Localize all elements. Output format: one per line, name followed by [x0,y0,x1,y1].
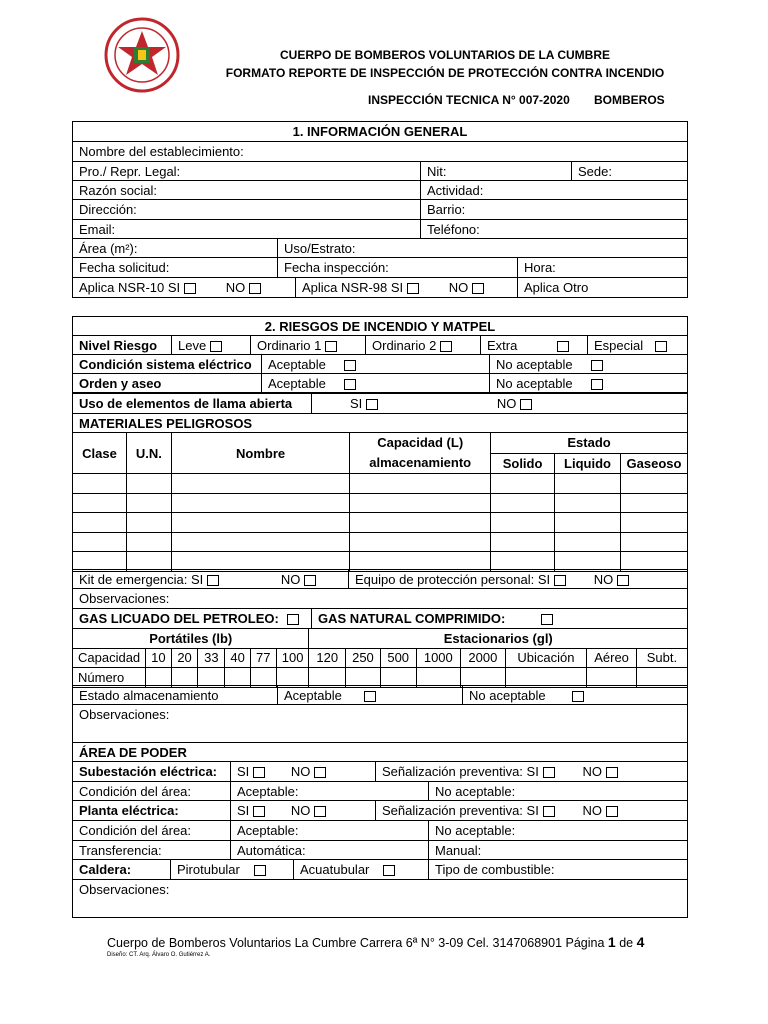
generator-no-label: NO [290,803,311,818]
risk-especial-checkbox[interactable] [655,341,667,352]
field-activity[interactable]: Actividad: [420,180,688,200]
storage-not-acceptable [462,685,688,705]
generator-signage-label: Señalización preventiva: SI [382,803,539,818]
boiler-firetube-label: Pirotubular [177,862,240,877]
nsr10-no-checkbox[interactable] [249,283,261,294]
gnc-checkbox[interactable] [541,614,553,625]
risk-extra [480,335,588,355]
storage-acceptable-label: Aceptable [284,688,342,703]
est-cap-250: 250 [346,648,381,668]
storage-not-acceptable-checkbox[interactable] [572,691,584,702]
power-observations[interactable]: Observaciones: [72,879,688,918]
transfer-automatic[interactable]: Automática: [230,840,429,860]
generator-no-checkbox[interactable] [314,806,326,817]
est-cap-500: 500 [380,648,416,668]
footer-design-credit: Diseño: CT. Arq. Álvaro O. Gutiérrez A. [107,952,211,958]
substation-label: Subestación eléctrica: [72,761,231,782]
substation-si-checkbox[interactable] [253,767,265,778]
col-un: U.N. [126,433,171,474]
glp-checkbox[interactable] [287,614,299,625]
generator-signage-no-checkbox[interactable] [606,806,618,817]
electrical-not-acceptable-checkbox[interactable] [591,360,603,371]
ppe-si-checkbox[interactable] [554,575,566,586]
kit-no-label: NO [280,572,301,587]
substation-no-label: NO [290,764,311,779]
gas-table [72,628,688,688]
section-1-title: 1. INFORMACIÓN GENERAL [72,121,688,142]
transfer-manual[interactable]: Manual: [428,840,688,860]
field-nit[interactable]: Nit: [420,161,572,181]
generator-signage-no-label: NO [582,803,602,818]
risk-ord1-checkbox[interactable] [325,341,337,352]
housekeeping-acceptable [261,373,490,393]
power-area-title: ÁREA DE PODER [72,742,688,762]
field-address[interactable]: Dirección: [72,199,421,220]
risk-ordinario-1 [250,335,366,355]
field-inspection-date[interactable]: Fecha inspección: [277,257,518,278]
footer-page-number: 1 [607,934,616,950]
generator-acceptable[interactable]: Aceptable: [230,820,429,841]
field-area[interactable]: Área (m²): [72,238,278,258]
risk-ordinario-2 [365,335,481,355]
unit-label: BOMBEROS [594,93,665,107]
substation-options [230,761,376,782]
fuel-type-field[interactable]: Tipo de combustible: [428,859,688,880]
field-time[interactable]: Hora: [517,257,688,278]
field-business-name[interactable]: Razón social: [72,180,421,200]
port-cap-33: 33 [198,648,225,668]
boiler-label: Caldera: [72,859,171,880]
housekeeping-label: Orden y aseo [72,373,262,393]
generator-si-checkbox[interactable] [253,806,265,817]
number-label: Número [73,668,146,688]
substation-signage [375,761,688,782]
substation-acceptable[interactable]: Aceptable: [230,781,429,801]
hazmat-title: MATERIALES PELIGROSOS [72,413,688,433]
housekeeping-acceptable-label: Aceptable [268,376,326,391]
ppe-label: Equipo de protección personal: SI [355,572,551,587]
col-nombre: Nombre [171,433,349,474]
col-estado: Estado [491,433,688,454]
risk-level-label: Nivel Riesgo [72,335,172,355]
port-cap-100: 100 [276,648,309,668]
field-other-code[interactable]: Aplica Otro [517,277,688,298]
risk-extra-checkbox[interactable] [557,341,569,352]
table-row[interactable] [73,493,688,513]
risk-especial-label: Especial [594,338,644,353]
electrical-acceptable-checkbox[interactable] [344,360,356,371]
housekeeping-not-acceptable-checkbox[interactable] [591,379,603,390]
nsr10-row [72,277,296,298]
generator-signage-si-checkbox[interactable] [543,806,555,817]
field-phone[interactable]: Teléfono: [420,219,688,239]
substation-signage-label: Señalización preventiva: SI [382,764,539,779]
open-flame-si-label: SI [350,396,363,411]
gas-observations[interactable]: Observaciones: [72,704,688,743]
port-cap-77: 77 [250,648,276,668]
underground-label: Subt. [636,648,687,668]
nsr10-no-label: NO [225,280,246,295]
field-email[interactable]: Email: [72,219,421,239]
hazmat-observations[interactable]: Observaciones: [72,588,688,609]
est-cap-1000: 1000 [416,648,461,668]
electrical-acceptable [261,354,490,374]
storage-acceptable-checkbox[interactable] [364,691,376,702]
nsr98-no-label: NO [448,280,469,295]
field-legal-rep[interactable]: Pro./ Repr. Legal: [72,161,421,181]
housekeeping-not-acceptable-label: No aceptable [496,376,573,391]
fire-department-logo [104,17,180,93]
generator-label: Planta eléctrica: [72,800,231,821]
kit-si-checkbox[interactable] [207,575,219,586]
generator-area-condition: Condición del área: [72,820,231,841]
storage-not-acceptable-label: No aceptable [469,688,546,703]
field-request-date[interactable]: Fecha solicitud: [72,257,278,278]
table-row[interactable] [73,474,688,494]
nsr98-label: Aplica NSR-98 SI [302,280,404,295]
generator-signage [375,800,688,821]
field-establishment-name[interactable]: Nombre del establecimiento: [72,141,688,162]
risk-especial [587,335,688,355]
open-flame-no-label: NO [496,396,517,411]
port-cap-10: 10 [146,648,171,668]
col-gaseoso: Gaseoso [620,453,687,474]
footer-address: Cuerpo de Bomberos Voluntarios La Cumbre Carrera 6ª N° 3-09 Cel. 3147068901 Página [107,936,605,950]
capacity-label: Capacidad [73,648,146,668]
open-flame-label: Uso de elementos de llama abierta [72,393,312,414]
transfer-label: Transferencia: [72,840,231,860]
field-sede[interactable]: Sede: [571,161,688,181]
open-flame-si-checkbox[interactable] [366,399,378,410]
risk-extra-label: Extra [487,338,518,353]
boiler-firetube-checkbox[interactable] [254,865,266,876]
boiler-firetube [170,859,294,880]
inspection-number: INSPECCIÓN TECNICA N° 007-2020 [368,93,570,107]
kit-no-checkbox[interactable] [304,575,316,586]
field-neighborhood[interactable]: Barrio: [420,199,688,220]
section-2-title: 2. RIESGOS DE INCENDIO Y MATPEL [72,316,688,336]
substation-not-acceptable[interactable]: No aceptable: [428,781,688,801]
ppe-row [348,569,688,589]
stationary-header: Estacionarios (gl) [309,629,688,649]
est-cap-120: 120 [309,648,346,668]
gnc-label: GAS NATURAL COMPRIMIDO: [318,611,506,626]
nsr10-label: Aplica NSR-10 SI [79,280,181,295]
ppe-no-label: NO [593,572,614,587]
col-clase: Clase [73,433,127,474]
boiler-watertube [293,859,429,880]
table-row[interactable] [73,532,688,552]
risk-ord2-checkbox[interactable] [440,341,452,352]
table-row[interactable] [73,513,688,533]
substation-signage-no-label: NO [582,764,602,779]
electrical-not-acceptable-label: No aceptable [496,357,573,372]
risk-leve-checkbox[interactable] [210,341,222,352]
boiler-watertube-checkbox[interactable] [383,865,395,876]
col-liquido: Liquido [555,453,621,474]
nsr98-si-checkbox[interactable] [407,283,419,294]
aerial-label: Aéreo [587,648,637,668]
glp-label: GAS LICUADO DEL PETROLEO: [79,611,279,626]
kit-row [72,569,349,589]
kit-label: Kit de emergencia: SI [79,572,204,587]
ppe-no-checkbox[interactable] [617,575,629,586]
open-flame-options [311,393,688,414]
electrical-condition-label: Condición sistema eléctrico [72,354,262,374]
nsr98-no-checkbox[interactable] [472,283,484,294]
risk-leve-label: Leve [178,338,207,353]
glp-row [72,608,312,629]
storage-acceptable [277,685,463,705]
gnc-row [311,608,688,629]
electrical-acceptable-label: Aceptable [268,357,326,372]
generator-options [230,800,376,821]
electrical-not-acceptable [489,354,688,374]
boiler-watertube-label: Acuatubular [300,862,370,877]
substation-signage-si-checkbox[interactable] [543,767,555,778]
generator-not-acceptable[interactable]: No aceptable: [428,820,688,841]
org-title: CUERPO DE BOMBEROS VOLUNTARIOS DE LA CUMBRE [279,48,610,62]
housekeeping-not-acceptable [489,373,688,393]
risk-ord2-label: Ordinario 2 [372,338,437,353]
portable-header: Portátiles (lb) [73,629,309,649]
est-cap-2000: 2000 [461,648,506,668]
housekeeping-acceptable-checkbox[interactable] [344,379,356,390]
nsr98-row [295,277,518,298]
col-solido: Solido [491,453,555,474]
footer-total-pages: 4 [636,934,645,950]
port-cap-40: 40 [225,648,250,668]
substation-area-condition: Condición del área: [72,781,231,801]
substation-signage-no-checkbox[interactable] [606,767,618,778]
footer-de: de [619,936,634,950]
risk-leve [171,335,251,355]
substation-no-checkbox[interactable] [314,767,326,778]
open-flame-no-checkbox[interactable] [520,399,532,410]
port-cap-20: 20 [171,648,198,668]
substation-si-label: SI [237,764,250,779]
generator-si-label: SI [237,803,250,818]
location-label: Ubicación [505,648,587,668]
hazmat-table [72,432,688,572]
col-capacidad: Capacidad (L) almacenamiento [350,433,491,474]
field-use-stratum[interactable]: Uso/Estrato: [277,238,688,258]
storage-state-label: Estado almacenamiento [72,685,278,705]
nsr10-si-checkbox[interactable] [184,283,196,294]
footer-line [107,934,644,950]
form-title: FORMATO REPORTE DE INSPECCIÓN DE PROTECCIÓN CONTRA INCENDIO [225,66,665,80]
risk-ord1-label: Ordinario 1 [257,338,322,353]
